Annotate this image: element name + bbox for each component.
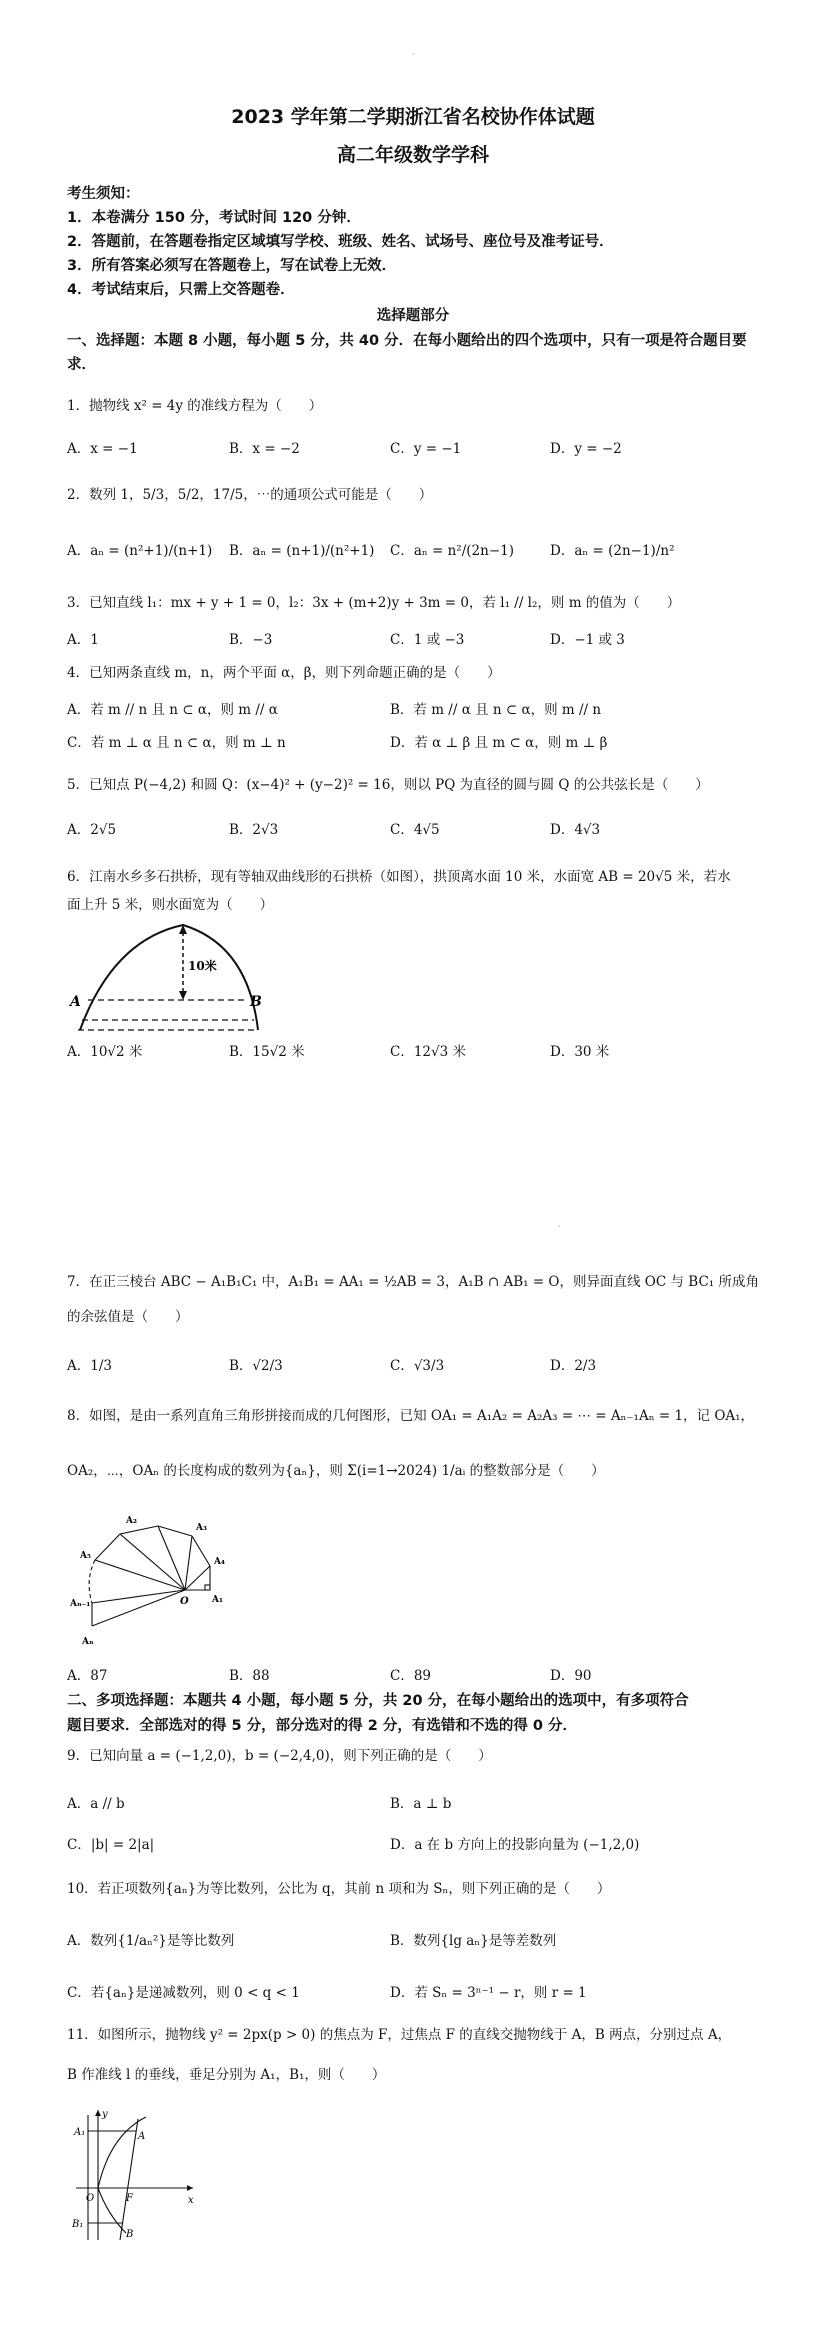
- fig-label: A₂: [126, 1516, 137, 1526]
- q8-option-c: C．89: [390, 1668, 432, 1684]
- segment: [192, 1536, 210, 1566]
- q7-option-b: B．√2/3: [229, 1358, 283, 1374]
- q4-option-b: B．若 m // α 且 n ⊂ α，则 m // n: [390, 702, 602, 718]
- dashed-arc: [89, 1560, 95, 1603]
- q3-option-d: D．−1 或 3: [550, 632, 625, 648]
- q7-stem-line2: 的余弦值是（ ）: [67, 1309, 189, 1325]
- q5-option-d: D．4√3: [550, 822, 601, 838]
- right-angle-mark: [205, 1585, 210, 1590]
- q3-option-a: A．1: [67, 632, 99, 648]
- radius: [120, 1534, 185, 1590]
- radius: [92, 1590, 185, 1626]
- q2-option-c: C．aₙ = n²/(2n−1): [390, 543, 514, 559]
- q8-option-b: B．88: [229, 1668, 270, 1684]
- radius: [95, 1560, 185, 1590]
- fig-label: B₁: [72, 2219, 84, 2230]
- q8-spiral-figure: [70, 1508, 250, 1658]
- x-arrow-icon: [187, 2185, 193, 2191]
- q10-option-b: B．数列{lg aₙ}是等差数列: [390, 1933, 557, 1949]
- q8-stem-line2: OA₂，⋯，OAₙ 的长度构成的数列为{aₙ}，则 Σ(i=1→2024) 1/aᵢ 的整数部分是（ ）: [67, 1463, 605, 1479]
- q4-option-c: C．若 m ⊥ α 且 n ⊂ α，则 m ⊥ n: [67, 735, 286, 751]
- segment: [95, 1534, 120, 1560]
- fig-label-b: B: [250, 994, 262, 1010]
- fig-label: F: [126, 2193, 133, 2204]
- q6-option-a: A．10√2 米: [67, 1044, 143, 1060]
- q11-parabola-figure: [68, 2105, 208, 2245]
- part1-label: 选择题部分: [376, 308, 450, 324]
- page-dot: ·: [558, 1222, 561, 1231]
- parabola-upper: [98, 2117, 146, 2188]
- arrow-down-icon: [179, 991, 187, 1000]
- q10-stem: 10．若正项数列{aₙ}为等比数列，公比为 q，其前 n 项和为 Sₙ，则下列正确的是（ ）: [67, 1881, 611, 1897]
- q9-option-c: C．|b| = 2|a|: [67, 1837, 155, 1853]
- q10-option-d: D．若 Sₙ = 3ⁿ⁻¹ − r，则 r = 1: [390, 1985, 587, 2001]
- notice-item: 2．答题前，在答题卷指定区域填写学校、班级、姓名、试场号、座位号及准考证号．: [67, 234, 614, 250]
- segment: [120, 1526, 158, 1534]
- section-2-heading-line2: 题目要求．全部选对的得 5 分，部分选对的得 2 分，有选错和不选的得 0 分．: [67, 1718, 578, 1734]
- page-dot: ·: [412, 50, 415, 59]
- q10-option-c: C．若{aₙ}是递减数列，则 0 < q < 1: [67, 1985, 300, 2001]
- segment: [158, 1526, 192, 1536]
- q8-option-d: D．90: [550, 1668, 592, 1684]
- fig-label: A₁: [74, 2127, 86, 2138]
- q3-option-c: C．1 或 −3: [390, 632, 465, 648]
- q7-option-c: C．√3/3: [390, 1358, 445, 1374]
- q9-option-b: B．a ⊥ b: [390, 1796, 452, 1812]
- radius: [185, 1536, 192, 1590]
- section-2-heading-line1: 二、多项选择题：本题共 4 小题，每小题 5 分，共 20 分，在每小题给出的选项中，有多项符合: [67, 1693, 689, 1709]
- notice-item: 1．本卷满分 150 分，考试时间 120 分钟．: [67, 210, 361, 226]
- q4-option-a: A．若 m // n 且 n ⊂ α，则 m // α: [67, 702, 278, 718]
- q11-stem-line2: B 作准线 l 的垂线，垂足分别为 A₁，B₁，则（ ）: [67, 2067, 386, 2083]
- fig-label: O: [86, 2193, 95, 2204]
- q2-option-b: B．aₙ = (n+1)/(n²+1): [229, 543, 375, 559]
- q6-stem-line1: 6．江南水乡多石拱桥，现有等轴双曲线形的石拱桥（如图），拱顶离水面 10 米，水面宽 AB = 20√5 米，若水: [67, 869, 731, 885]
- radius: [158, 1526, 185, 1590]
- q11-stem-line1: 11．如图所示，抛物线 y² = 2px(p > 0) 的焦点为 F，过焦点 F 的直线交抛物线于 A，B 两点，分别过点 A，: [67, 2027, 732, 2043]
- q4-option-d: D．若 α ⊥ β 且 m ⊂ α，则 m ⊥ β: [390, 735, 608, 751]
- q7-option-a: A．1/3: [67, 1358, 112, 1374]
- q2-option-a: A．aₙ = (n²+1)/(n+1): [67, 543, 213, 559]
- q5-option-c: C．4√5: [390, 822, 440, 838]
- q1-option-b: B．x = −2: [229, 441, 300, 457]
- q2-option-d: D．aₙ = (2n−1)/n²: [550, 543, 675, 559]
- q1-option-c: C．y = −1: [390, 441, 462, 457]
- q6-option-c: C．12√3 米: [390, 1044, 466, 1060]
- focal-chord: [120, 2119, 138, 2240]
- fig-label: A₃: [196, 1523, 207, 1533]
- fig-label-height: 10米: [188, 959, 217, 973]
- q5-stem: 5．已知点 P(−4,2) 和圆 Q：(x−4)² + (y−2)² = 16，则以 PQ 为直径的圆与圆 Q 的公共弦长是（ ）: [67, 777, 709, 793]
- exam-subtitle: 高二年级数学学科: [336, 144, 489, 166]
- fig-label: x: [188, 2195, 194, 2206]
- q5-option-b: B．2√3: [229, 822, 279, 838]
- fig-label: Aₙ: [82, 1637, 94, 1647]
- q10-option-a: A．数列{1/aₙ²}是等比数列: [67, 1933, 235, 1949]
- q9-option-d: D．a 在 b 方向上的投影向量为 (−1,2,0): [390, 1837, 640, 1853]
- q7-option-d: D．2/3: [550, 1358, 597, 1374]
- notice-heading: 考生须知：: [67, 186, 140, 202]
- q1-stem: 1．抛物线 x² = 4y 的准线方程为（ ）: [67, 398, 323, 414]
- q8-stem-line1: 8．如图，是由一系列直角三角形拼接而成的几何图形，已知 OA₁ = A₁A₂ = A₂A₃ = ⋯ = Aₙ₋₁Aₙ = 1，记 OA₁，: [67, 1408, 755, 1424]
- q7-stem-line1: 7．在正三棱台 ABC − A₁B₁C₁ 中，A₁B₁ = AA₁ = ½AB = 3，A₁B ∩ AB₁ = O，则异面直线 OC 与 BC₁ 所成角: [67, 1274, 759, 1290]
- q9-stem: 9．已知向量 a = (−1,2,0)，b = (−2,4,0)，则下列正确的是（ ）: [67, 1748, 492, 1764]
- section-1-heading: 一、选择题：本题 8 小题，每小题 5 分，共 40 分．在每小题给出的四个选项中，只有一项是符合题目要求．: [67, 333, 747, 373]
- notice-item: 4．考试结束后，只需上交答题卷．: [67, 282, 295, 298]
- fig-label: y: [102, 2109, 108, 2120]
- q3-stem: 3．已知直线 l₁：mx + y + 1 = 0，l₂：3x + (m+2)y + 3m = 0，若 l₁ // l₂，则 m 的值为（ ）: [67, 595, 681, 611]
- arch-curve: [80, 925, 258, 1030]
- exam-title: 2023 学年第二学期浙江省名校协作体试题: [231, 106, 595, 128]
- q3-option-b: B．−3: [229, 632, 273, 648]
- radius: [185, 1566, 210, 1590]
- fig-label: A₁: [212, 1595, 223, 1605]
- fig-label: A₅: [80, 1551, 91, 1561]
- fig-label: A₄: [214, 1557, 225, 1567]
- q1-option-d: D．y = −2: [550, 441, 622, 457]
- q6-option-d: D．30 米: [550, 1044, 610, 1060]
- fig-label-a: A: [70, 994, 81, 1010]
- q1-option-a: A．x = −1: [67, 441, 138, 457]
- y-arrow-icon: [95, 2110, 101, 2116]
- fig-label: A: [138, 2131, 146, 2142]
- radius: [92, 1590, 185, 1603]
- fig-label: B: [126, 2229, 134, 2240]
- fig-label: O: [180, 1596, 189, 1607]
- q6-option-b: B．15√2 米: [229, 1044, 305, 1060]
- q2-stem: 2．数列 1，5/3，5/2，17/5，⋯的通项公式可能是（ ）: [67, 487, 433, 503]
- q6-stem-line2: 面上升 5 米，则水面宽为（ ）: [67, 897, 274, 913]
- fig-label: Aₙ₋₁: [70, 1599, 91, 1609]
- q4-stem: 4．已知两条直线 m，n，两个平面 α，β，则下列命题正确的是（ ）: [67, 665, 501, 681]
- q5-option-a: A．2√5: [67, 822, 117, 838]
- q9-option-a: A．a // b: [67, 1796, 125, 1812]
- notice-item: 3．所有答案必须写在答题卷上，写在试卷上无效．: [67, 258, 397, 274]
- q8-option-a: A．87: [67, 1668, 108, 1684]
- q6-arch-bridge-figure: [68, 920, 268, 1040]
